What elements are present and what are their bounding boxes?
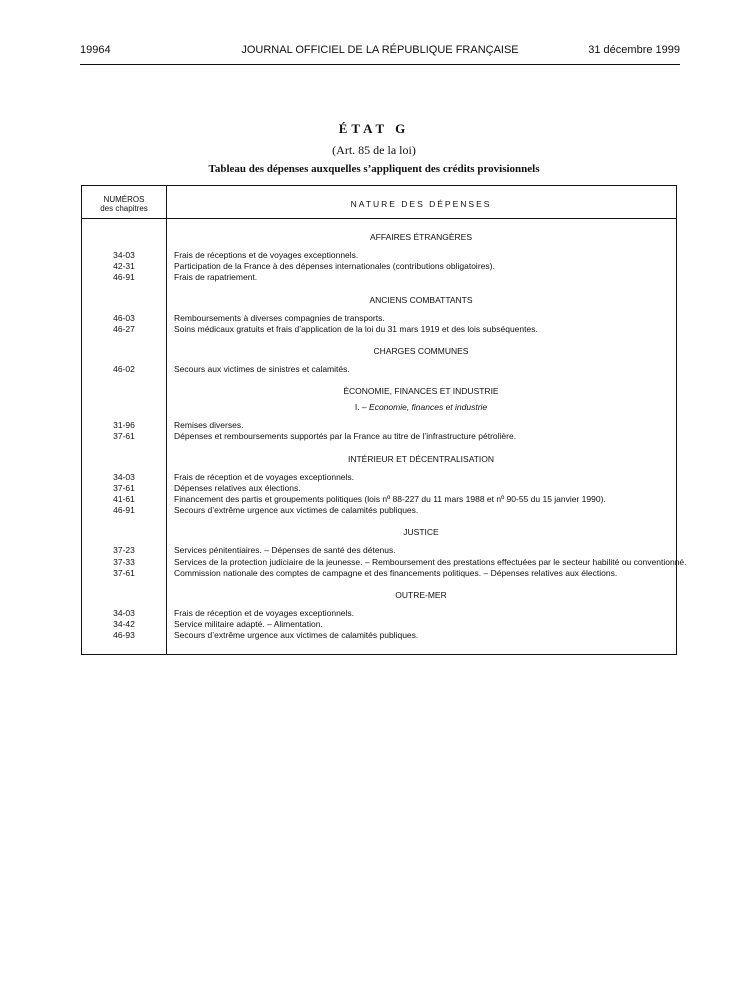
section-title: CHARGES COMMUNES bbox=[373, 346, 469, 356]
column-header-numeros bbox=[82, 195, 166, 213]
chapter-number: 46-93 bbox=[113, 630, 135, 641]
table-title: Tableau des dépenses auxquelles s’appliquent des crédits provisionnels bbox=[208, 163, 540, 175]
expense-description: Frais de réceptions et de voyages exceptionnels. bbox=[174, 250, 359, 260]
section-title: JUSTICE bbox=[403, 527, 439, 538]
chapter-number: 34-03 bbox=[113, 250, 135, 260]
table-row bbox=[82, 505, 676, 516]
section-title: AFFAIRES ÉTRANGÈRES bbox=[369, 232, 473, 242]
page-number: 19964 bbox=[80, 44, 111, 56]
chapter-number: 34-03 bbox=[113, 471, 135, 482]
expense-description: Commission nationale des comptes de campagne et des financements politiques. – Dépenses relatives aux élections. bbox=[174, 567, 618, 578]
column-header-nature: NATURE DES DÉPENSES bbox=[350, 199, 492, 209]
section-subtitle-text: Economie, finances et industrie bbox=[369, 402, 488, 413]
expense-description: Frais de réception et de voyages exceptionnels. bbox=[174, 471, 355, 482]
table-row bbox=[82, 619, 676, 630]
table-row bbox=[82, 472, 676, 483]
chapter-number: 46-91 bbox=[113, 505, 135, 516]
expense-description: Services pénitentiaires. – Dépenses de santé des détenus. bbox=[174, 545, 396, 556]
section-title: OUTRE-MER bbox=[395, 590, 447, 600]
expense-description: Financement des partis et groupements politiques (lois nº 88-227 du 11 mars 1988 et nº 90-55 du 15 janvier 1990). bbox=[174, 494, 606, 504]
expense-description: Services de la protection judiciaire de la jeunesse. – Remboursement des prestations effectuées par le secteur habilité ou conventionné. bbox=[174, 556, 687, 567]
table-row bbox=[82, 313, 676, 324]
chapter-number: 37-61 bbox=[113, 567, 135, 578]
table-row bbox=[82, 630, 676, 641]
chapter-number: 37-61 bbox=[113, 431, 135, 442]
expense-description: Secours aux victimes de sinistres et calamités. bbox=[174, 364, 350, 374]
expense-description: Soins médicaux gratuits et frais d’application de la loi du 31 mars 1919 et des lois subséquentes. bbox=[174, 323, 538, 334]
chapter-number: 37-23 bbox=[113, 545, 135, 556]
expense-description: Frais de rapatriement. bbox=[174, 272, 258, 283]
table-row bbox=[82, 568, 676, 579]
page-header bbox=[80, 42, 680, 65]
expense-description: Remboursements à diverses compagnies de transports. bbox=[174, 312, 385, 323]
chapter-number: 46-91 bbox=[113, 272, 135, 283]
table-row bbox=[82, 483, 676, 494]
chapter-number: 41-61 bbox=[113, 494, 135, 504]
table-row bbox=[82, 261, 676, 272]
etat-title: ÉTAT G bbox=[338, 121, 410, 136]
table-row bbox=[82, 364, 676, 375]
section-title: INTÉRIEUR ET DÉCENTRALISATION bbox=[347, 453, 495, 464]
expenses-table bbox=[81, 185, 687, 655]
article-reference: (Art. 85 de la loi) bbox=[332, 143, 416, 157]
table-row bbox=[82, 324, 676, 335]
chapter-number: 46-02 bbox=[113, 364, 135, 374]
expense-description: Participation de la France à des dépenses internationales (contributions obligatoires). bbox=[174, 261, 495, 272]
publication-date: 31 décembre 1999 bbox=[588, 44, 680, 56]
expense-description: Secours d’extrême urgence aux victimes de calamités publiques. bbox=[174, 630, 419, 641]
chapter-number: 37-33 bbox=[113, 556, 135, 567]
table-row bbox=[82, 494, 676, 505]
chapter-number: 42-31 bbox=[113, 261, 135, 272]
table-row bbox=[82, 272, 676, 283]
chapter-number: 31-96 bbox=[113, 420, 135, 431]
section-subtitle-prefix: I. – bbox=[354, 402, 370, 413]
column-header-numeros-line1: NUMÉROS bbox=[103, 195, 145, 204]
table-row bbox=[82, 250, 676, 261]
section-title: ANCIENS COMBATTANTS bbox=[369, 294, 473, 305]
section-title: ÉCONOMIE, FINANCES ET INDUSTRIE bbox=[343, 386, 499, 397]
header-divider bbox=[82, 218, 676, 219]
table-row bbox=[82, 556, 687, 568]
chapter-number: 34-03 bbox=[113, 608, 135, 618]
expense-description: Secours d’extrême urgence aux victimes de calamités publiques. bbox=[174, 505, 419, 516]
table-row bbox=[82, 608, 676, 619]
expense-description: Dépenses et remboursements supportés par la France au titre de l’infrastructure pétrolière. bbox=[174, 431, 517, 442]
journal-title: JOURNAL OFFICIEL DE LA RÉPUBLIQUE FRANÇAISE bbox=[241, 44, 519, 56]
table-row bbox=[82, 420, 676, 431]
chapter-number: 46-03 bbox=[113, 312, 135, 323]
expense-description: Dépenses relatives aux élections. bbox=[174, 482, 301, 493]
chapter-number: 37-61 bbox=[113, 482, 135, 493]
chapter-number: 46-27 bbox=[113, 323, 135, 334]
table-row bbox=[82, 545, 676, 556]
expense-description: Remises diverses. bbox=[174, 420, 244, 431]
table-row bbox=[82, 431, 676, 442]
column-header-numeros-line2: des chapitres bbox=[100, 204, 148, 213]
expense-description: Service militaire adapté. – Alimentation. bbox=[174, 619, 323, 630]
section-subtitle bbox=[166, 402, 676, 413]
expense-description: Frais de réception et de voyages exceptionnels. bbox=[174, 608, 355, 618]
chapter-number: 34-42 bbox=[113, 619, 135, 630]
